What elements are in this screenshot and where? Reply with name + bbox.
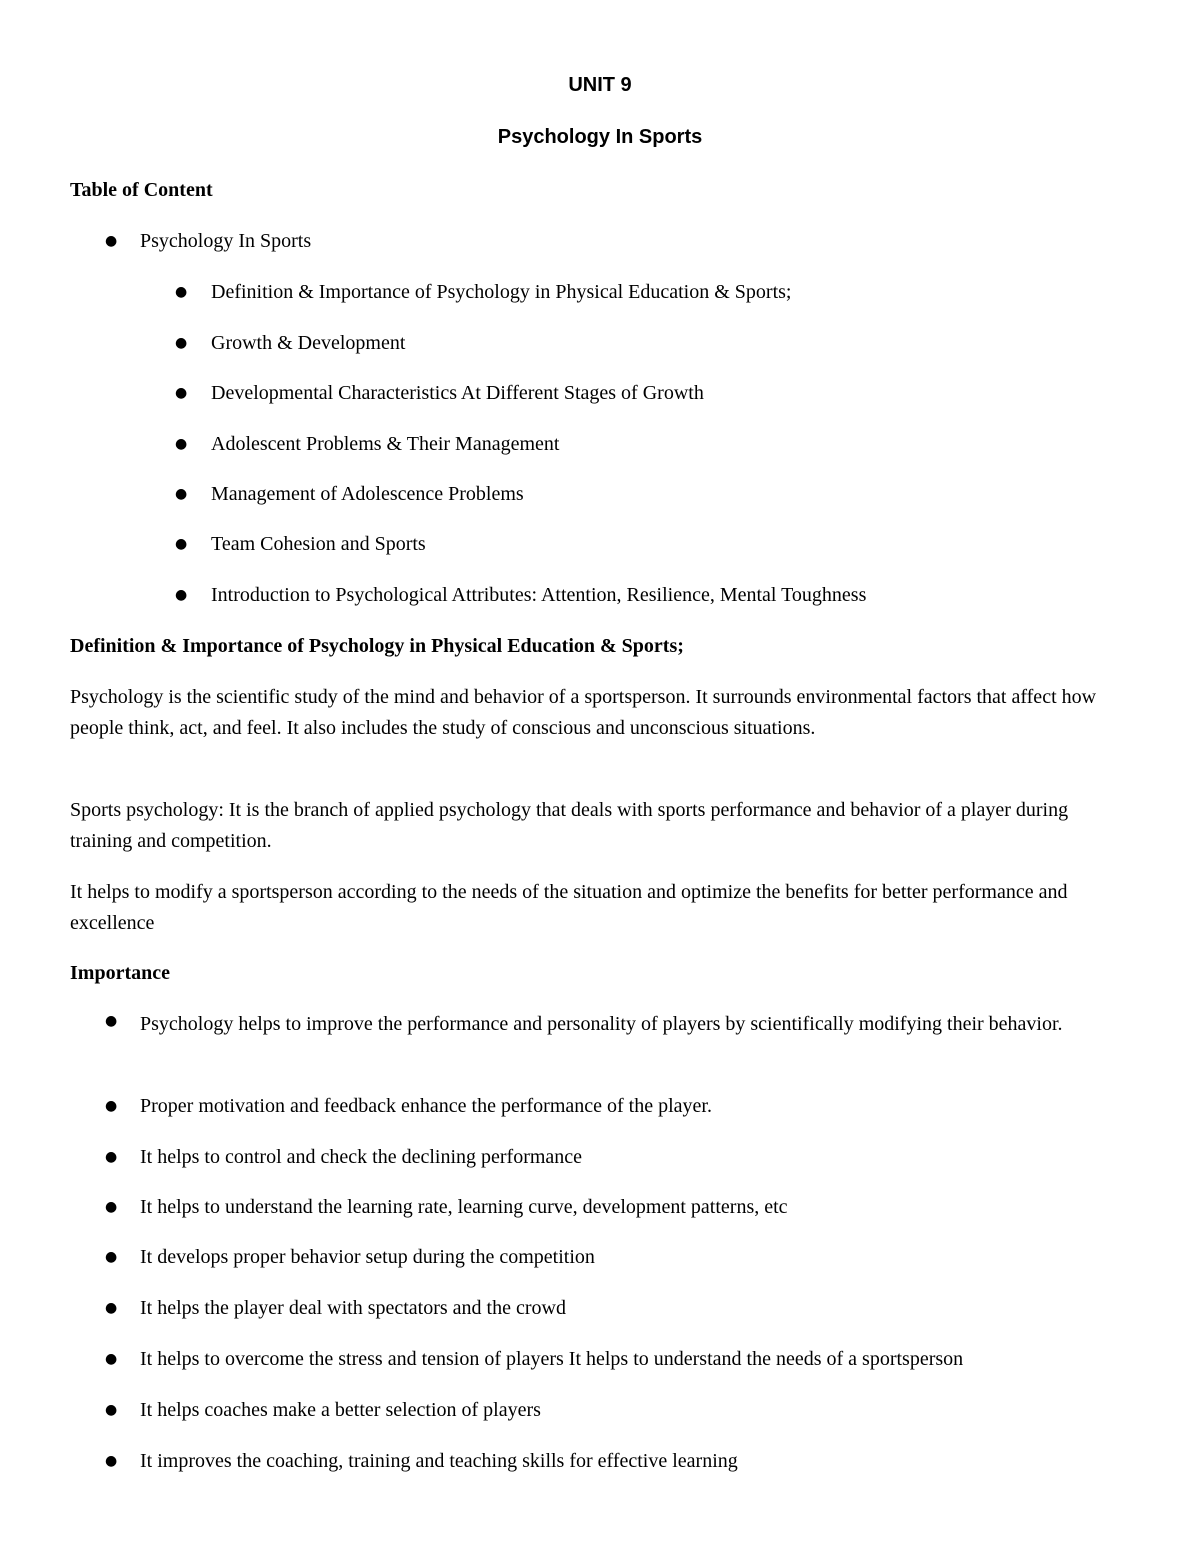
toc-subitem bbox=[175, 583, 867, 607]
toc-subitem bbox=[175, 381, 704, 405]
toc-item-label: Psychology In Sports bbox=[140, 230, 312, 252]
toc-subitem-label: Management of Adolescence Problems bbox=[211, 483, 524, 505]
importance-item bbox=[105, 1145, 583, 1169]
toc-subitem bbox=[175, 482, 524, 506]
bullet-icon: ● bbox=[105, 1199, 118, 1215]
importance-item-label: It helps coaches make a better selection of players bbox=[140, 1399, 541, 1421]
bullet-icon: ● bbox=[175, 436, 188, 452]
bullet-icon: ● bbox=[175, 486, 188, 502]
toc-item-main bbox=[105, 229, 312, 253]
importance-item bbox=[105, 1195, 788, 1219]
bullet-icon: ● bbox=[105, 1453, 118, 1469]
definition-paragraph: Psychology is the scientific study of the mind and behavior of a sportsperson. It surrounds environmental factors that affect how people think, act, and feel. It also includes the study of conscious and unconscious situations. bbox=[70, 686, 1097, 739]
importance-item bbox=[105, 1347, 964, 1371]
importance-item bbox=[105, 1094, 712, 1118]
document-subtitle: Psychology In Sports bbox=[497, 126, 703, 148]
toc-subitem-label: Growth & Development bbox=[211, 332, 406, 354]
importance-item bbox=[105, 1398, 541, 1422]
toc-subitem bbox=[175, 280, 792, 304]
bullet-icon: ● bbox=[105, 1013, 118, 1029]
bullet-icon: ● bbox=[175, 385, 188, 401]
importance-item-label: Psychology helps to improve the performance and personality of players by scientifically modifying their behavior. bbox=[140, 1013, 1063, 1035]
bullet-icon: ● bbox=[105, 1098, 118, 1114]
bullet-icon: ● bbox=[175, 536, 188, 552]
bullet-icon: ● bbox=[105, 1300, 118, 1316]
importance-item bbox=[105, 1449, 738, 1473]
bullet-icon: ● bbox=[105, 1249, 118, 1265]
bullet-icon: ● bbox=[105, 1351, 118, 1367]
importance-item bbox=[105, 1296, 566, 1320]
bullet-icon: ● bbox=[175, 284, 188, 300]
toc-subitem bbox=[175, 432, 560, 456]
bullet-icon: ● bbox=[105, 1149, 118, 1165]
toc-heading: Table of Content bbox=[70, 179, 213, 201]
importance-heading: Importance bbox=[70, 962, 170, 984]
importance-item-label: It helps to understand the learning rate, learning curve, development patterns, etc bbox=[140, 1196, 788, 1218]
bullet-icon: ● bbox=[105, 1402, 118, 1418]
bullet-icon: ● bbox=[105, 233, 118, 249]
importance-item-label: Proper motivation and feedback enhance the performance of the player. bbox=[140, 1095, 712, 1117]
unit-title: UNIT 9 bbox=[568, 74, 632, 96]
toc-subitem bbox=[175, 331, 406, 355]
toc-subitem-label: Adolescent Problems & Their Management bbox=[211, 433, 560, 455]
importance-item bbox=[105, 1245, 595, 1269]
definition-heading: Definition & Importance of Psychology in Physical Education & Sports; bbox=[70, 635, 684, 657]
importance-item-label: It helps to control and check the declining performance bbox=[140, 1146, 583, 1168]
toc-subitem-label: Introduction to Psychological Attributes: Attention, Resilience, Mental Toughness bbox=[211, 584, 867, 606]
toc-subitem-label: Team Cohesion and Sports bbox=[211, 533, 426, 555]
importance-item-label: It helps the player deal with spectators and the crowd bbox=[140, 1297, 566, 1319]
sports-psychology-paragraph: Sports psychology: It is the branch of applied psychology that deals with sports performance and behavior of a player during training and competition. bbox=[70, 799, 1069, 852]
bullet-icon: ● bbox=[175, 335, 188, 351]
bullet-icon: ● bbox=[175, 587, 188, 603]
importance-item-label: It improves the coaching, training and teaching skills for effective learning bbox=[140, 1450, 738, 1472]
importance-item-label: It helps to overcome the stress and tension of players It helps to understand the needs of a sportsperson bbox=[140, 1348, 964, 1370]
importance-item-label: It develops proper behavior setup during the competition bbox=[140, 1246, 595, 1268]
toc-subitem bbox=[175, 532, 426, 556]
toc-subitem-label: Definition & Importance of Psychology in Physical Education & Sports; bbox=[211, 281, 792, 303]
modify-paragraph: It helps to modify a sportsperson according to the needs of the situation and optimize the benefits for better performance and excellence bbox=[70, 881, 1068, 934]
toc-subitem-label: Developmental Characteristics At Different Stages of Growth bbox=[211, 382, 704, 404]
importance-item bbox=[105, 1009, 1120, 1040]
